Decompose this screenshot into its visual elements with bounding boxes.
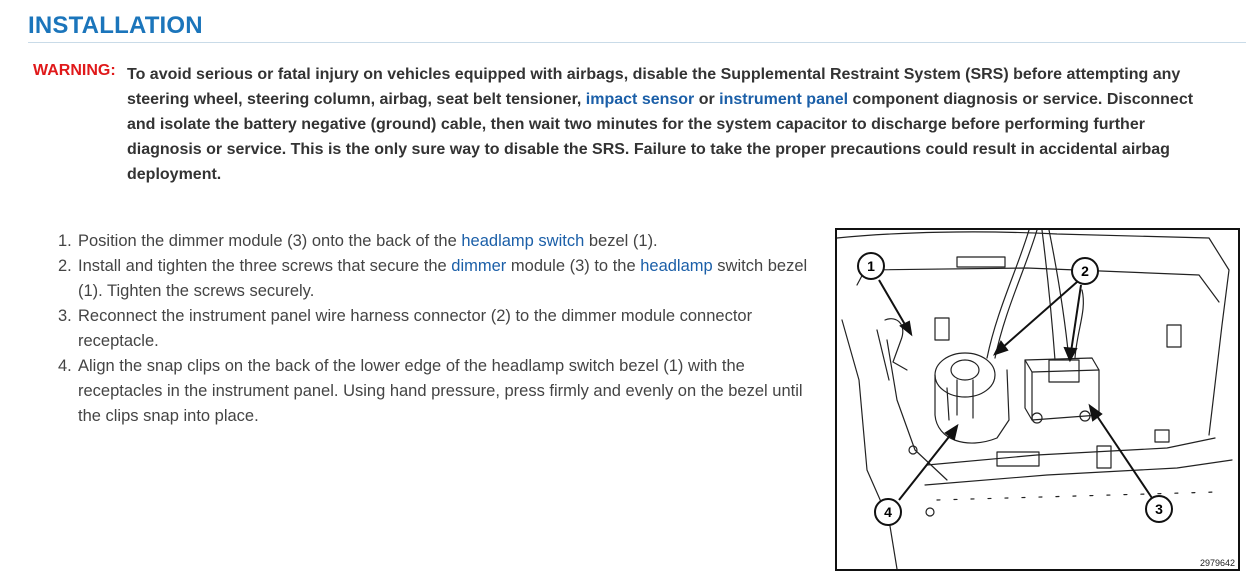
- dimmer-module-body: [1025, 358, 1099, 420]
- wire-harness: [995, 230, 1037, 358]
- wire-harness: [1049, 230, 1069, 360]
- step-item: [58, 254, 826, 304]
- step-text: Reconnect the instrument panel wire harness connector (2) to the dimmer module connector receptacle.: [78, 307, 753, 350]
- instrument-panel-link[interactable]: instrument panel: [719, 91, 849, 108]
- panel-floor-line: [937, 492, 1217, 500]
- step-number: 3.: [58, 307, 72, 325]
- step-text: switch bezel (1). Tighten the screws securely.: [78, 257, 808, 300]
- step-number: 2.: [58, 257, 72, 275]
- callout-leader-2b: [1071, 285, 1081, 352]
- panel-lower-rail: [925, 460, 1232, 485]
- warning-text-part: component diagnosis or service. Disconnect and isolate the battery negative (ground) cable, then wait two minutes for the system capacitor to discharge before performing further diagnosis or service. This is the only sure way to disable the SRS. Failure to take the proper precautions could result in accidental airbag deployment.: [127, 91, 1194, 183]
- clip-tab: [935, 318, 949, 340]
- panel-lower-rail: [927, 438, 1215, 465]
- step-text: Install and tighten the three screws that secure the: [78, 257, 452, 275]
- callout-leader-1: [879, 280, 907, 328]
- dimmer-link[interactable]: dimmer: [451, 257, 507, 275]
- callout-leader-2a: [1002, 282, 1077, 348]
- dimmer-module-edge: [1025, 360, 1099, 420]
- callout-label-1: 1: [867, 258, 875, 274]
- step-number: 1.: [58, 232, 72, 250]
- receptacle-slot: [997, 452, 1039, 466]
- warning-text: [127, 62, 1223, 187]
- step-text: Align the snap clips on the back of the lower edge of the headlamp switch bezel (1) with the receptacles in the instrument panel. Using hand pressure, press firmly and evenly on the bezel until the clips snap into place.: [78, 357, 803, 425]
- bezel-bracket-edge: [877, 330, 889, 380]
- panel-edge: [865, 268, 1219, 302]
- step-text: module (3) to the: [506, 257, 641, 275]
- vent-slot: [957, 257, 1005, 267]
- callout-leader-4: [899, 433, 952, 500]
- panel-outline: [837, 232, 1229, 435]
- step-text: Position the dimmer module (3) onto the back of the: [78, 232, 462, 250]
- callout-leader-3: [1095, 413, 1152, 498]
- warning-text-part: or: [694, 91, 720, 108]
- installation-steps: [58, 229, 826, 429]
- figure-number: 2979642: [1199, 558, 1235, 568]
- panel-left-edge: [842, 320, 897, 569]
- step-text: bezel (1).: [584, 232, 658, 250]
- title-divider: [28, 42, 1246, 43]
- receptacle-slot: [1097, 446, 1111, 468]
- fastener: [926, 508, 934, 516]
- headlamp-link[interactable]: headlamp: [640, 257, 713, 275]
- panel-inner-edge: [887, 340, 947, 480]
- callout-label-4: 4: [884, 504, 892, 520]
- step-item: [58, 304, 826, 354]
- mounting-screw: [1032, 413, 1042, 423]
- headlamp-switch-center: [951, 360, 979, 380]
- receptacle-slot: [1155, 430, 1169, 442]
- step-number: 4.: [58, 357, 72, 375]
- switch-detail: [947, 380, 973, 420]
- clip-tab: [1167, 325, 1181, 347]
- step-item: [58, 354, 826, 429]
- installation-figure: [835, 228, 1240, 571]
- warning-text-part: To avoid serious or fatal injury on vehicles equipped with airbags, disable the Supplemental Restraint System (SRS) before attempting any steering wheel, steering column, airbag, seat belt tensioner,: [127, 66, 1181, 108]
- callout-label-3: 3: [1155, 501, 1163, 517]
- wire-harness: [987, 230, 1029, 358]
- callout-label-2: 2: [1081, 263, 1089, 279]
- page-title: INSTALLATION: [28, 12, 203, 39]
- impact-sensor-link[interactable]: impact sensor: [585, 91, 695, 108]
- warning-label: WARNING:: [33, 62, 116, 79]
- step-item: [58, 229, 826, 254]
- headlamp-switch-link[interactable]: headlamp switch: [461, 232, 585, 250]
- dimmer-module-illustration: [837, 230, 1238, 569]
